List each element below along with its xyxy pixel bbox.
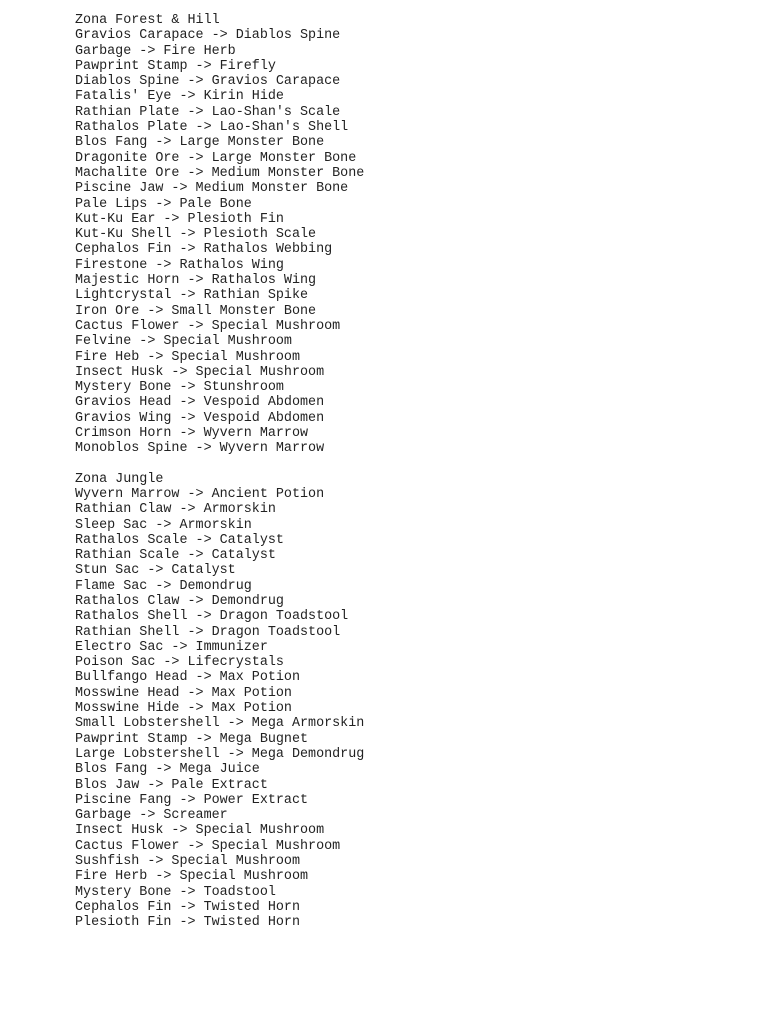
conversion-line: Mosswine Hide -> Max Potion <box>75 701 292 717</box>
conversion-line: Garbage -> Fire Herb <box>75 43 236 59</box>
conversion-line: Diablos Spine -> Gravios Carapace <box>75 74 341 90</box>
section-title: Zona Jungle <box>75 471 164 487</box>
conversion-line: Insect Husk -> Special Mushroom <box>75 823 325 839</box>
conversion-line: Pawprint Stamp -> Firefly <box>75 58 276 74</box>
conversion-line: Dragonite Ore -> Large Monster Bone <box>75 150 357 166</box>
conversion-line: Poison Sac -> Lifecrystals <box>75 655 284 671</box>
conversion-line: Rathalos Claw -> Demondrug <box>75 593 284 609</box>
conversion-line: Blos Fang -> Mega Juice <box>75 762 260 778</box>
conversion-line: Blos Jaw -> Pale Extract <box>75 777 268 793</box>
conversion-line: Flame Sac -> Demondrug <box>75 578 252 594</box>
conversion-line: Large Lobstershell -> Mega Demondrug <box>75 746 365 762</box>
conversion-line: Electro Sac -> Immunizer <box>75 639 268 655</box>
conversion-line: Garbage -> Screamer <box>75 808 228 824</box>
conversion-line: Sushfish -> Special Mushroom <box>75 854 300 870</box>
conversion-line: Machalite Ore -> Medium Monster Bone <box>75 165 365 181</box>
conversion-line: Rathian Plate -> Lao-Shan's Scale <box>75 104 341 120</box>
conversion-line: Rathian Claw -> Armorskin <box>75 502 276 518</box>
conversion-line: Kut-Ku Ear -> Plesioth Fin <box>75 211 284 227</box>
section-0 <box>75 13 364 457</box>
section-title: Zona Forest & Hill <box>75 13 220 28</box>
conversion-line: Rathian Shell -> Dragon Toadstool <box>75 624 341 640</box>
conversion-line: Lightcrystal -> Rathian Spike <box>75 288 309 304</box>
section-1 <box>75 472 364 931</box>
conversion-line: Gravios Wing -> Vespoid Abdomen <box>75 410 325 426</box>
conversion-line: Rathian Scale -> Catalyst <box>75 548 276 564</box>
conversion-line: Pale Lips -> Pale Bone <box>75 196 252 212</box>
conversion-line: Crimson Horn -> Wyvern Marrow <box>75 426 309 442</box>
conversion-line: Small Lobstershell -> Mega Armorskin <box>75 716 365 732</box>
conversion-line: Cephalos Fin -> Rathalos Webbing <box>75 242 333 258</box>
conversion-line: Rathalos Scale -> Catalyst <box>75 532 284 548</box>
conversion-line: Rathalos Shell -> Dragon Toadstool <box>75 609 349 625</box>
conversion-line: Gravios Head -> Vespoid Abdomen <box>75 395 325 411</box>
conversion-line: Monoblos Spine -> Wyvern Marrow <box>75 441 325 457</box>
conversion-line: Piscine Fang -> Power Extract <box>75 792 309 808</box>
conversion-line: Bullfango Head -> Max Potion <box>75 670 300 686</box>
document-body <box>75 13 364 931</box>
conversion-line: Cactus Flower -> Special Mushroom <box>75 318 341 334</box>
conversion-line: Majestic Horn -> Rathalos Wing <box>75 273 317 289</box>
conversion-line: Fire Heb -> Special Mushroom <box>75 349 300 365</box>
conversion-line: Mystery Bone -> Toadstool <box>75 884 276 900</box>
conversion-line: Insect Husk -> Special Mushroom <box>75 364 325 380</box>
conversion-line: Plesioth Fin -> Twisted Horn <box>75 915 300 931</box>
conversion-line: Fire Herb -> Special Mushroom <box>75 869 309 885</box>
conversion-line: Wyvern Marrow -> Ancient Potion <box>75 486 325 502</box>
conversion-line: Stun Sac -> Catalyst <box>75 563 236 579</box>
conversion-line: Firestone -> Rathalos Wing <box>75 257 284 273</box>
conversion-line: Gravios Carapace -> Diablos Spine <box>75 28 341 44</box>
conversion-line: Cactus Flower -> Special Mushroom <box>75 838 341 854</box>
conversion-line: Mosswine Head -> Max Potion <box>75 685 292 701</box>
conversion-line: Kut-Ku Shell -> Plesioth Scale <box>75 227 317 243</box>
conversion-line: Felvine -> Special Mushroom <box>75 334 292 350</box>
conversion-line: Rathalos Plate -> Lao-Shan's Shell <box>75 120 349 136</box>
conversion-line: Fatalis' Eye -> Kirin Hide <box>75 89 284 105</box>
conversion-line: Piscine Jaw -> Medium Monster Bone <box>75 181 349 197</box>
conversion-line: Blos Fang -> Large Monster Bone <box>75 135 325 151</box>
conversion-line: Sleep Sac -> Armorskin <box>75 517 252 533</box>
conversion-line: Iron Ore -> Small Monster Bone <box>75 303 317 319</box>
conversion-line: Cephalos Fin -> Twisted Horn <box>75 899 300 915</box>
conversion-line: Pawprint Stamp -> Mega Bugnet <box>75 731 309 747</box>
conversion-line: Mystery Bone -> Stunshroom <box>75 380 284 396</box>
